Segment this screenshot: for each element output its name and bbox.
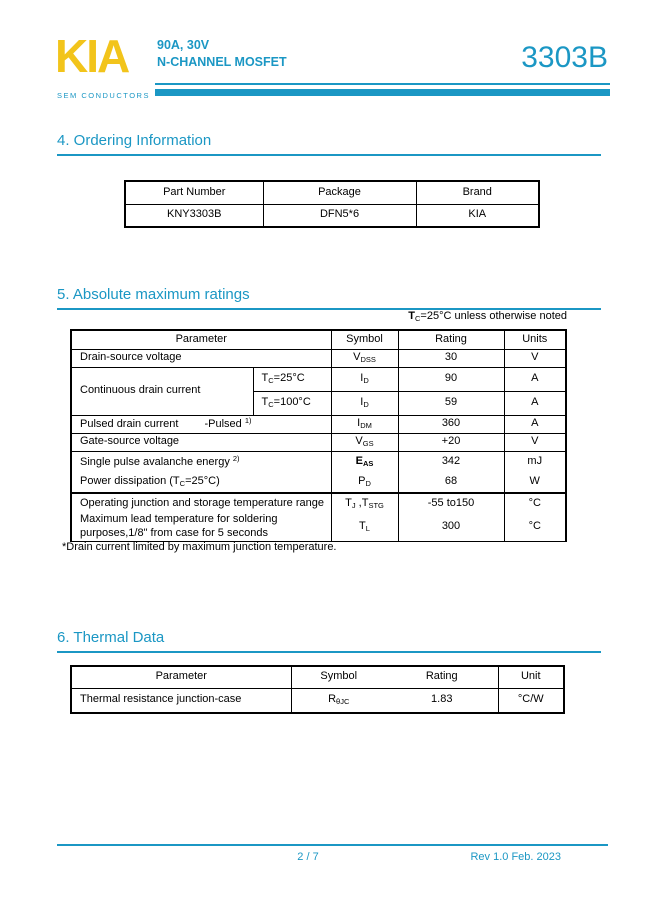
rating-cell: 30 <box>398 349 504 367</box>
ordering-brand: KIA <box>416 204 539 227</box>
param-cell: Power dissipation $(T_C=25^\circ C)$ <box>71 472 331 493</box>
table-row-tjstg <box>71 493 566 513</box>
ratings-header-rating: Rating <box>398 330 504 349</box>
abs-max-ratings-table <box>70 329 567 542</box>
unit-cell: °C <box>504 513 566 541</box>
table-row <box>125 204 539 227</box>
param-cell: Continuous drain current <box>71 367 253 415</box>
unit-cell: mJ <box>504 451 566 472</box>
brand-logo-subtext: SEM CONDUCTORS <box>57 91 150 100</box>
unit-cell: °C <box>504 493 566 513</box>
unit-cell: A <box>504 415 566 433</box>
unit-cell: V <box>504 433 566 451</box>
thermal-header-unit: Unit <box>498 666 564 688</box>
rating-cell: 300 <box>398 513 504 541</box>
table-row-vdss <box>71 349 566 367</box>
symbol-cell: $V_{GS}$ <box>331 433 398 451</box>
header-rule-thin <box>155 83 610 85</box>
symbol-cell: $I_{DM}$ <box>331 415 398 433</box>
table-footnote: *Drain current limited by maximum junction temperature. <box>62 541 337 553</box>
param-cell: Gate-source voltage <box>71 433 331 451</box>
condition-note: $T_C=25^\circ C$ unless otherwise noted <box>408 310 567 323</box>
page-number: 2 / 7 <box>297 851 319 863</box>
note-symbol: T <box>408 310 415 322</box>
table-row-tl <box>71 513 566 541</box>
section-heading-abs-max: 5. Absolute maximum ratings <box>57 286 601 310</box>
ordering-part-number: KNY3303B <box>125 204 263 227</box>
symbol-cell: $T_L$ <box>331 513 398 541</box>
ordering-header-package: Package <box>263 181 416 204</box>
device-spec <box>157 37 287 71</box>
table-row-idm <box>71 415 566 433</box>
param-cell: Single pulse avalanche energy $^{2)}$ <box>71 451 331 472</box>
param-cell: Operating junction and storage temperature range <box>71 493 331 513</box>
rating-cell: 59 <box>398 391 504 415</box>
symbol-cell: $I_D$ <box>331 367 398 391</box>
revision-label: Rev 1.0 Feb. 2023 <box>470 851 561 863</box>
rating-cell: 90 <box>398 367 504 391</box>
section-heading-thermal: 6. Thermal Data <box>57 629 601 653</box>
table-header-row <box>125 181 539 204</box>
table-row-vgs <box>71 433 566 451</box>
ordering-table <box>124 180 540 228</box>
condition-cell: $T_C=25^\circ C$ <box>253 367 331 391</box>
table-row-id-25 <box>71 367 566 391</box>
ordering-header-brand: Brand <box>416 181 539 204</box>
condition-cell: $T_C=100^\circ C$ <box>253 391 331 415</box>
thermal-header-parameter: Parameter <box>71 666 291 688</box>
ratings-header-parameter: Parameter <box>71 330 331 349</box>
ordering-header-part-number: Part Number <box>125 181 263 204</box>
ordering-package: DFN5*6 <box>263 204 416 227</box>
param-cell: Pulsed drain current -Pulsed $^{1)}$ <box>71 415 331 433</box>
param-cell: Thermal resistance junction-case <box>71 688 291 713</box>
symbol-cell: $E_{AS}$ <box>331 451 398 472</box>
unit-cell: °C/W <box>498 688 564 713</box>
param-cell: Drain-source voltage <box>71 349 331 367</box>
thermal-header-rating: Rating <box>386 666 498 688</box>
symbol-cell: $P_D$ <box>331 472 398 493</box>
rating-cell: 68 <box>398 472 504 493</box>
param-cell: Maximum lead temperature for soldering purposes,1/8" from case for 5 seconds <box>71 513 331 541</box>
section-heading-ordering: 4. Ordering Information <box>57 132 601 156</box>
table-row-eas <box>71 451 566 472</box>
rating-cell: +20 <box>398 433 504 451</box>
brand-logo: KIA <box>55 30 129 82</box>
unit-cell: V <box>504 349 566 367</box>
rating-cell: 1.83 <box>386 688 498 713</box>
footer-rule <box>57 844 608 846</box>
rating-cell: 360 <box>398 415 504 433</box>
thermal-header-symbol: Symbol <box>291 666 386 688</box>
table-header-row <box>71 330 566 349</box>
device-spec-type: N-CHANNEL MOSFET <box>157 55 287 69</box>
ratings-header-symbol: Symbol <box>331 330 398 349</box>
ratings-header-units: Units <box>504 330 566 349</box>
symbol-cell: $V_{DSS}$ <box>331 349 398 367</box>
thermal-data-table <box>70 665 565 714</box>
unit-cell: A <box>504 367 566 391</box>
table-header-row <box>71 666 564 688</box>
device-spec-rating: 90A, 30V <box>157 38 210 52</box>
unit-cell: A <box>504 391 566 415</box>
table-row-rthjc <box>71 688 564 713</box>
symbol-cell: $I_D$ <box>331 391 398 415</box>
table-row-pd <box>71 472 566 493</box>
rating-cell: 342 <box>398 451 504 472</box>
part-number-title: 3303B <box>521 41 608 74</box>
symbol-cell: $T_J$ $,T_{STG}$ <box>331 493 398 513</box>
unit-cell: W <box>504 472 566 493</box>
header-rule-thick <box>155 89 610 96</box>
rating-cell: -55 to150 <box>398 493 504 513</box>
symbol-cell: $R_{\theta JC}$ <box>291 688 386 713</box>
